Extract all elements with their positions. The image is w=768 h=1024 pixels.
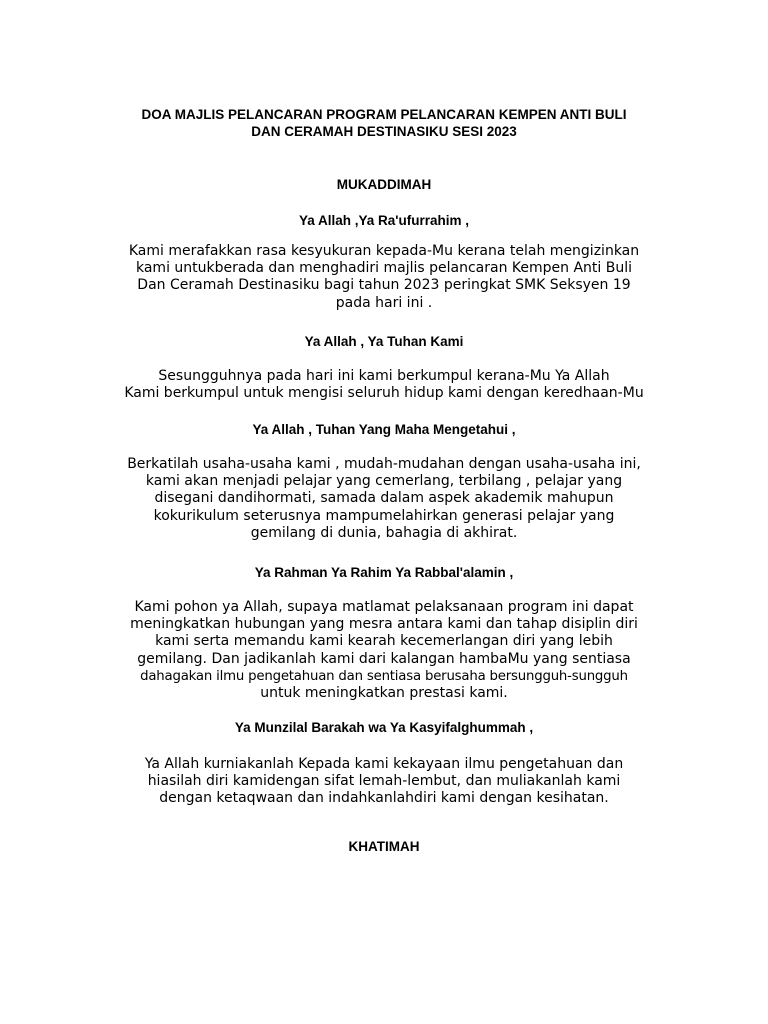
paragraph-line: Kami merafakkan rasa kesyukuran kepada-Mu kerana telah mengizinkan [128, 243, 640, 259]
paragraph-line: kami untukberada dan menghadiri majlis pelancaran Kempen Anti Buli [135, 260, 632, 277]
paragraph-line: hiasilah diri kamidengan sifat lemah-lembut, dan muliakanlah kami [147, 773, 621, 790]
paragraph [60, 456, 708, 542]
paragraph-line: Kami berkumpul untuk mengisi seluruh hidup kami dengan keredhaan-Mu [124, 385, 644, 402]
paragraph-line: kokurikulum seterusnya mampumelahirkan generasi pelajar yang [153, 507, 615, 524]
title-line: DAN CERAMAH DESTINASIKU SESI 2023 [251, 124, 517, 139]
paragraph-line: gemilang di dunia, bahagia di akhirat. [250, 524, 518, 541]
document-title [60, 106, 708, 140]
paragraph [60, 599, 708, 702]
paragraph-line: Kami pohon ya Allah, supaya matlamat pelaksanaan program ini dapat [134, 599, 634, 615]
section-heading: Ya Allah ,Ya Ra'ufurrahim , [298, 213, 469, 228]
paragraph-line: Berkatilah usaha-usaha kami , mudah-mudahan dengan usaha-usaha ini, [127, 456, 641, 472]
paragraph-line: kami serta memandu kami kearah kecemerlangan diri yang lebih [155, 633, 613, 650]
paragraph-line: pada hari ini . [335, 294, 433, 311]
paragraph-line: disegani dandihormati, samada dalam aspek akademik mahupun [154, 490, 614, 507]
paragraph-line: kami akan menjadi pelajar yang cemerlang, terbilang , pelajar yang [145, 473, 623, 490]
section-heading: Ya Rahman Ya Rahim Ya Rabbal'alamin , [254, 565, 514, 580]
section-heading-khatimah: KHATIMAH [348, 839, 420, 854]
title-line: DOA MAJLIS PELANCARAN PROGRAM PELANCARAN KEMPEN ANTI BULI [141, 107, 627, 122]
paragraph [60, 368, 708, 402]
paragraph-line: dahagakan ilmu pengetahuan dan sentiasa berusaha bersungguh-sungguh [140, 668, 628, 684]
paragraph-line: untuk meningkatkan prestasi kami. [260, 685, 508, 702]
paragraph-line: Sesungguhnya pada hari ini kami berkumpul kerana-Mu Ya Allah [158, 368, 610, 384]
paragraph-line: Dan Ceramah Destinasiku bagi tahun 2023 peringkat SMK Seksyen 19 [137, 277, 631, 294]
section-heading: Ya Allah , Ya Tuhan Kami [304, 334, 464, 349]
paragraph-line: meningkatkan hubungan yang mesra antara kami dan tahap disiplin diri [130, 616, 638, 633]
paragraph-line: gemilang. Dan jadikanlah kami dari kalangan hambaMu yang sentiasa [137, 650, 631, 667]
section-heading-mukaddimah: MUKADDIMAH [336, 177, 432, 192]
section-heading: Ya Munzilal Barakah wa Ya Kasyifalghummah , [234, 720, 534, 735]
paragraph-line: Ya Allah kurniakanlah Kepada kami kekayaan ilmu pengetahuan dan [144, 756, 624, 772]
paragraph [60, 756, 708, 808]
paragraph [60, 243, 708, 312]
paragraph-line: dengan ketaqwaan dan indahkanlahdiri kami dengan kesihatan. [159, 790, 609, 807]
section-heading: Ya Allah , Tuhan Yang Maha Mengetahui , [252, 422, 516, 437]
